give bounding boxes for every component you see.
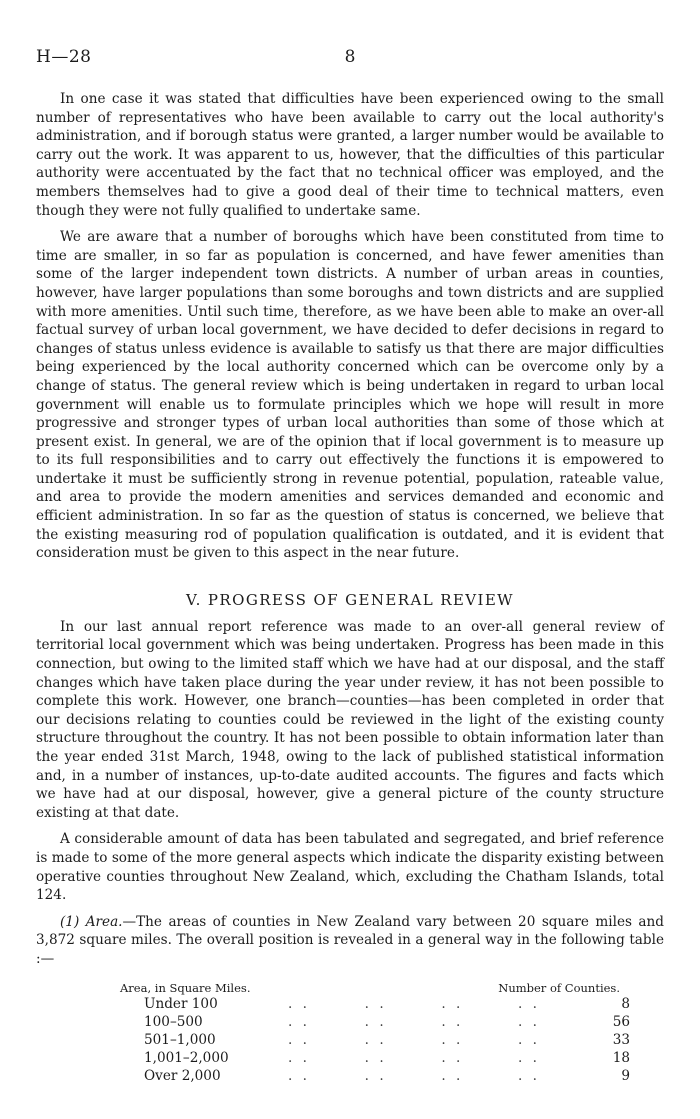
leader-dot: . . (518, 995, 540, 1012)
leader-dot: . . (288, 1067, 310, 1084)
leader-dot: . . (518, 1013, 540, 1030)
leader-dot: . . (441, 1049, 464, 1066)
leader-dot: . . (364, 1013, 387, 1030)
leader-dot: . . (441, 1013, 464, 1030)
leader-dot: . . (288, 1013, 310, 1030)
table-row (36, 1067, 664, 1085)
leader-dot: . . (364, 995, 387, 1012)
leader-dot: . . (518, 1049, 540, 1066)
paragraph-area (36, 913, 664, 969)
body-text (36, 90, 664, 1085)
leader-dot: . . (518, 1031, 540, 1048)
row-leader-dots (268, 1031, 540, 1049)
row-count: 56 (612, 1013, 630, 1030)
leader-dot: . . (288, 995, 310, 1012)
leader-dot: . . (364, 1067, 387, 1084)
leader-dot: . . (288, 1049, 310, 1066)
row-range: 100–500 (144, 1013, 203, 1030)
page-number: 8 (344, 47, 356, 67)
row-leader-dots (268, 1049, 540, 1067)
leader-dot: . . (441, 1031, 464, 1048)
table-row (36, 995, 664, 1013)
leader-dot: . . (441, 995, 464, 1012)
leader-dot: . . (288, 1031, 310, 1048)
paragraph-data-tabulated: A considerable amount of data has been tabulated and segregated, and brief reference is made to some of the more general aspects which indicate the disparity existing between operative counties throughout New Zealand, which, excluding the Chatham Islands, total 124. (36, 831, 664, 904)
table-header (36, 977, 664, 995)
area-label: (1) Area. (60, 913, 123, 930)
row-range: Under 100 (144, 995, 218, 1012)
table-row (36, 1031, 664, 1049)
row-count: 18 (612, 1049, 630, 1066)
leader-dot: . . (364, 1031, 387, 1048)
row-leader-dots (268, 1067, 540, 1085)
document-reference: H—28 (36, 47, 92, 67)
section-heading: V. PROGRESS OF GENERAL REVIEW (185, 590, 515, 609)
paragraph-borough-status: In one case it was stated that difficulties have been experienced owing to the small number of representatives who have been available to carry out the local authority's administration, and if borough status were granted, a larger number would be available to carry out the work. It was apparent to us, however, that the difficulties of this particular authority were accentuated by the fact that no technical officer was employed, and the members themselves had to give a good deal of their time to technical matters, even though they were not fully qualified to undertake same. (36, 91, 664, 219)
row-leader-dots (268, 995, 540, 1013)
area-text: —The areas of counties in New Zealand vary between 20 square miles and 3,872 square miles. The overall position is revealed in a general way in the following table :— (36, 913, 664, 967)
row-range: 1,001–2,000 (144, 1049, 229, 1066)
row-count: 8 (621, 995, 630, 1012)
table-row (36, 1013, 664, 1031)
leader-dot: . . (364, 1049, 387, 1066)
column-header-count: Number of Counties. (498, 980, 620, 995)
row-range: 501–1,000 (144, 1031, 216, 1048)
leader-dot: . . (441, 1067, 464, 1084)
row-leader-dots (268, 1013, 540, 1031)
column-header-area: Area, in Square Miles. (120, 980, 251, 995)
paragraph-general-review: In our last annual report reference was made to an over-all general review of territorial local government which was being undertaken. Progress has been made in this connection, but owing to the limited staff which we have had at our disposal, and the staff changes which have taken place during the year under review, it has not been possible to complete this work. However, one branch—counties—has been completed in order that our decisions relating to counties could be reviewed in the light of the existing county structure throughout the country. It has not been possible to obtain information later than the year ended 31st March, 1948, owing to the lack of published statistical information and, in a number of instances, up-to-date audited accounts. The figures and facts which we have had at our disposal, however, give a general picture of the county structure existing at that date. (36, 618, 664, 821)
area-table (36, 977, 664, 1085)
row-count: 33 (612, 1031, 630, 1048)
leader-dot: . . (518, 1067, 540, 1084)
table-row (36, 1049, 664, 1067)
row-range: Over 2,000 (144, 1067, 221, 1084)
paragraph-urban-review: We are aware that a number of boroughs which have been constituted from time to time are smaller, in so far as population is concerned, and have fewer amenities than some of the larger independent town districts. A number of urban areas in counties, however, have larger populations than some boroughs and town districts and are supplied with more amenities. Until such time, therefore, as we have been able to make an over-all factual survey of urban local government, we have decided to defer decisions in regard to changes of status unless evidence is available to satisfy us that there are major difficulties being experienced by the local authority concerned which can be overcome only by a change of status. The general review which is being undertaken in regard to urban local government will enable us to formulate principles which we hope will result in more progressive and stronger types of urban local authorities than some of those which at present exist. In general, we are of the opinion that if local government is to measure up to its full responsibilities and to carry out effectively the functions it is empowered to undertake it must be sufficiently strong in revenue potential, population, rateable value, and area to provide the modern amenities and services demanded and economic and efficient administration. In so far as the question of status is concerned, we believe that the existing measuring rod of population qualification is outdated, and it is evident that consideration must be given to this aspect in the near future. (36, 229, 664, 562)
row-count: 9 (621, 1067, 630, 1084)
